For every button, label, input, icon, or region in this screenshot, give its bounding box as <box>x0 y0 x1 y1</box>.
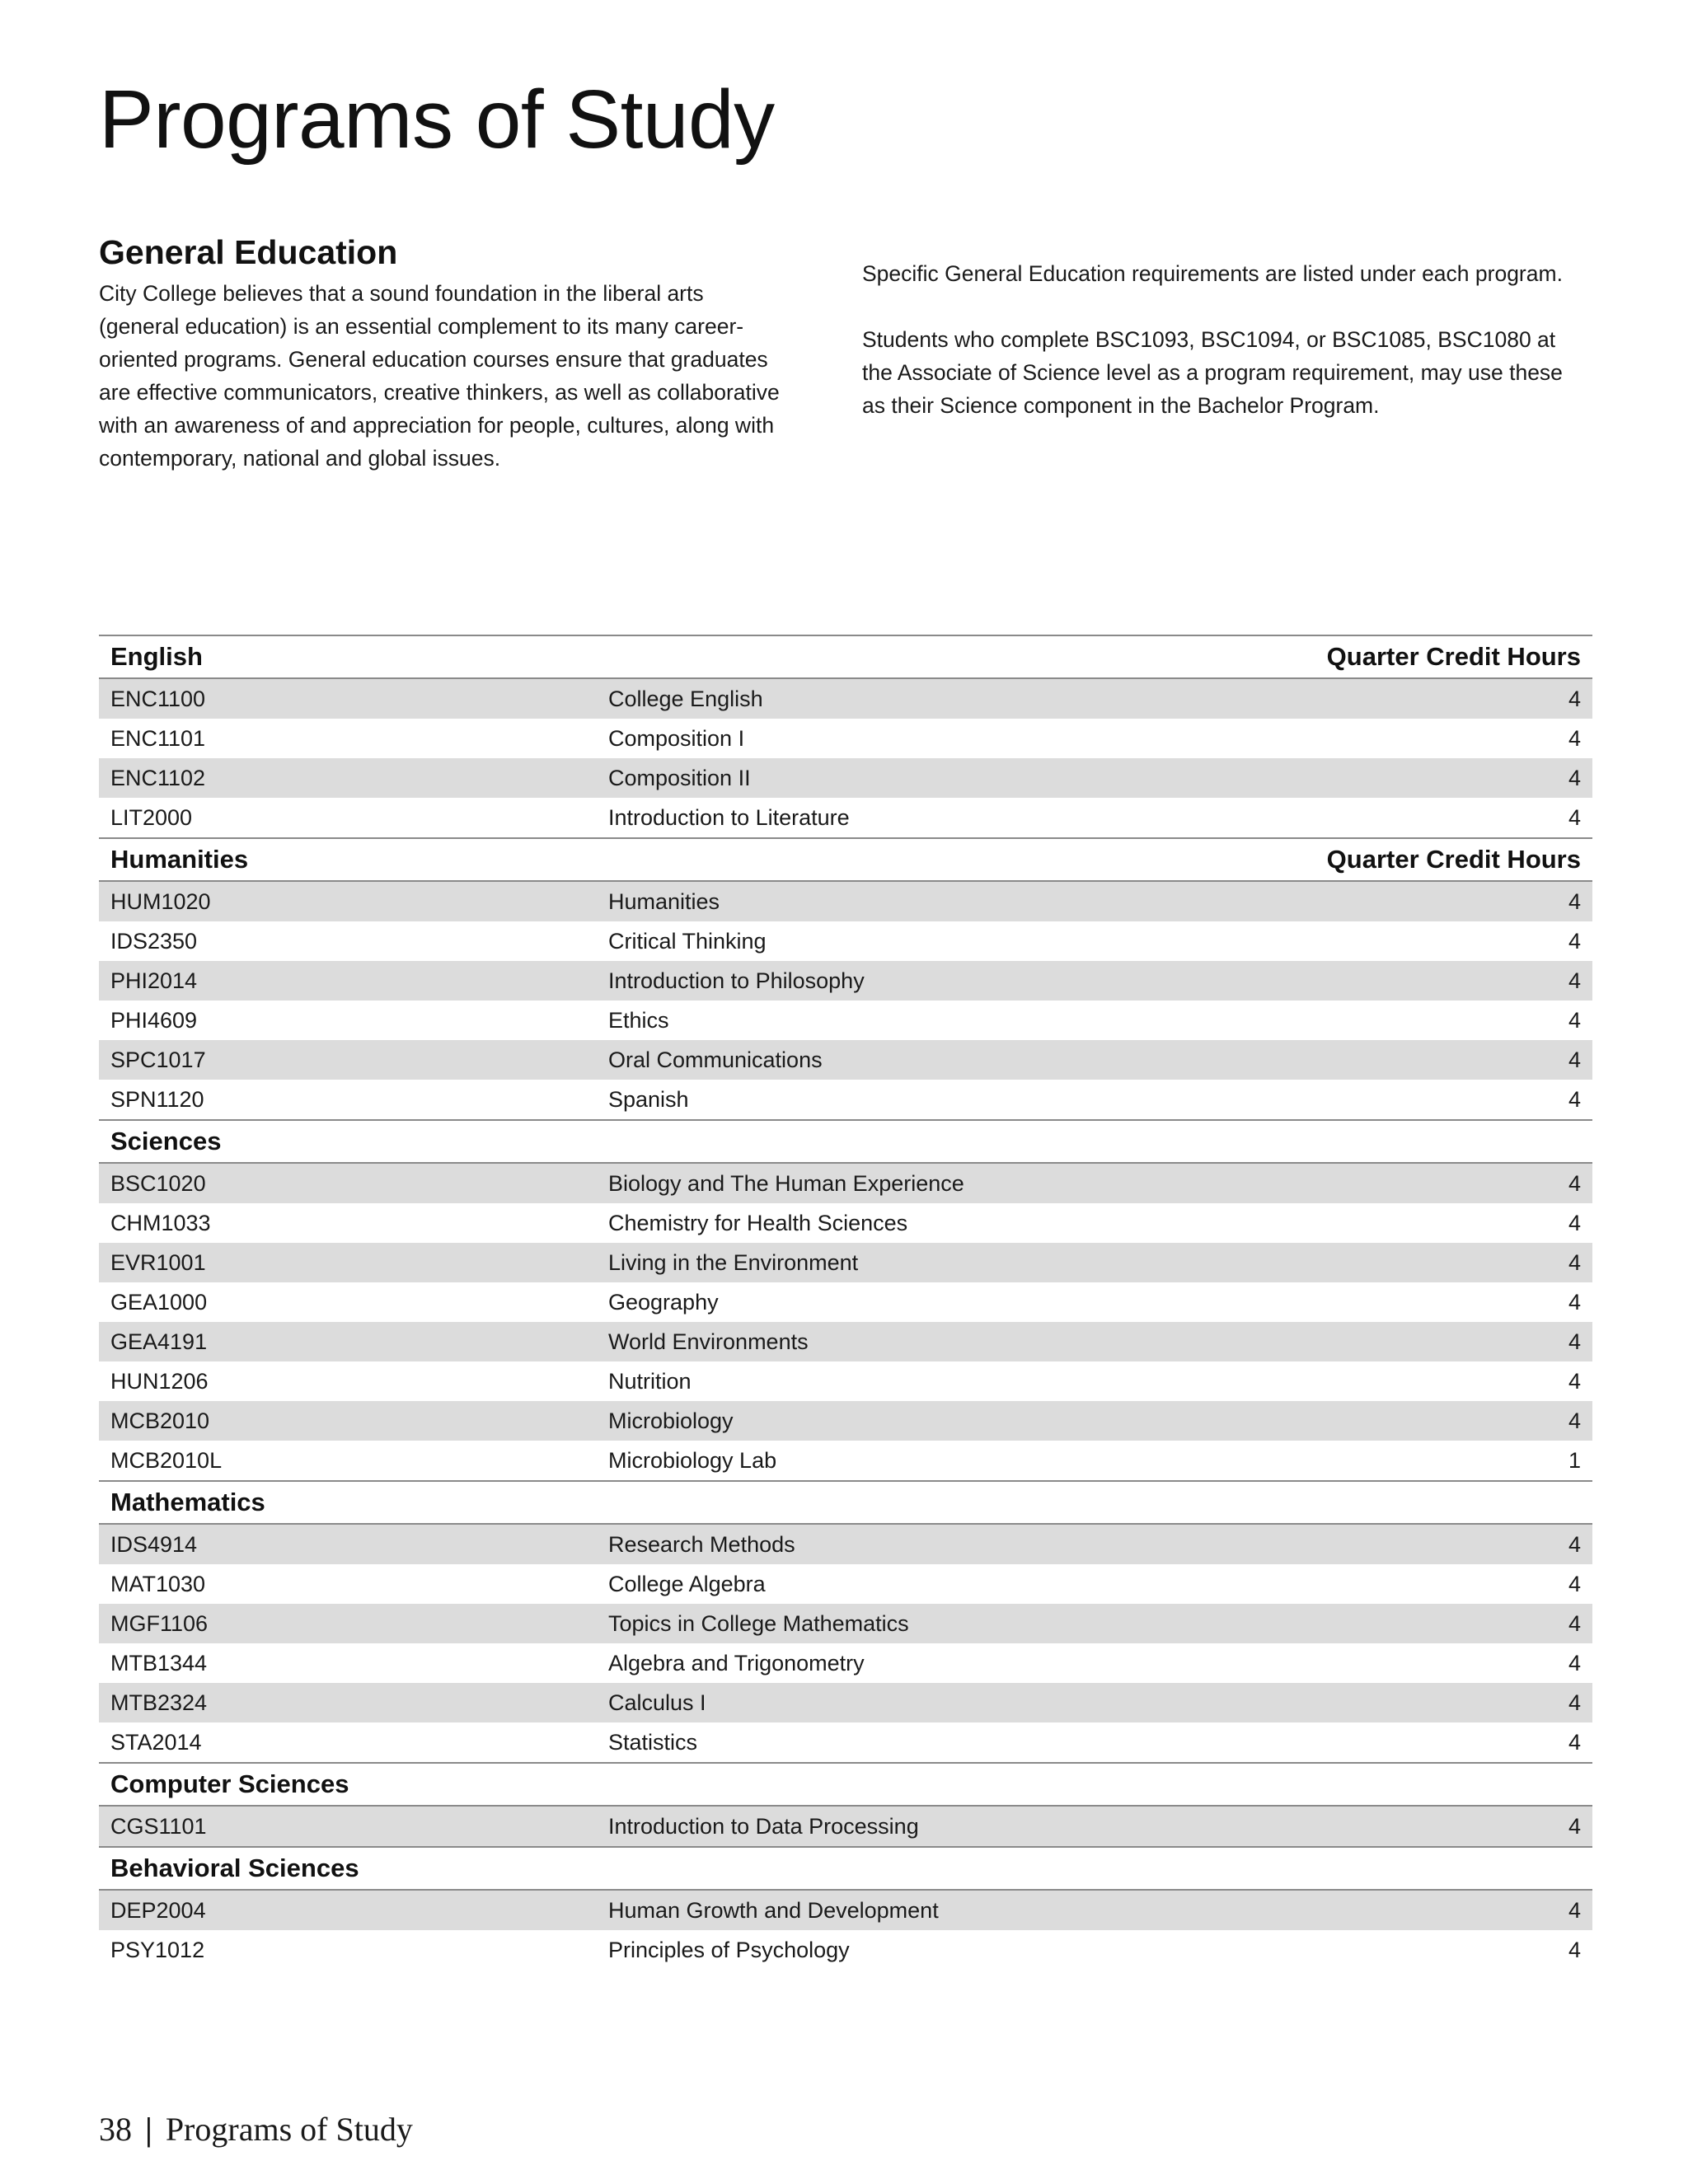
group-label: Computer Sciences <box>110 1769 349 1798</box>
course-title: Introduction to Literature <box>608 804 850 830</box>
course-title: Research Methods <box>608 1531 795 1557</box>
course-row <box>99 961 1592 1001</box>
course-row <box>99 1643 1592 1683</box>
credit-hours: 4 <box>1568 1729 1581 1755</box>
course-title: World Environments <box>608 1329 809 1354</box>
course-row <box>99 1040 1592 1080</box>
credit-hours: 4 <box>1568 928 1581 954</box>
course-code: ENC1100 <box>110 686 206 711</box>
credit-hours-header: Quarter Credit Hours <box>1326 845 1581 874</box>
credit-hours: 4 <box>1568 1368 1581 1394</box>
credit-hours: 4 <box>1568 1531 1581 1557</box>
course-code: MAT1030 <box>110 1571 206 1596</box>
course-code: MGF1106 <box>110 1610 209 1636</box>
course-row <box>99 1604 1592 1643</box>
course-row <box>99 1361 1592 1401</box>
group-header <box>99 1482 1592 1525</box>
group-label: Mathematics <box>110 1488 265 1516</box>
course-title: Living in the Environment <box>608 1249 859 1275</box>
course-code: MTB1344 <box>110 1650 208 1675</box>
page-title: Programs of Study <box>99 73 775 166</box>
course-code: PHI4609 <box>110 1007 198 1033</box>
credit-hours: 4 <box>1568 686 1581 711</box>
credit-hours: 4 <box>1568 1610 1581 1636</box>
course-row <box>99 1322 1592 1361</box>
course-title: Microbiology <box>608 1408 734 1433</box>
course-title: Human Growth and Development <box>608 1897 939 1923</box>
course-title: Ethics <box>608 1007 669 1033</box>
course-title: Statistics <box>608 1729 698 1755</box>
course-code: IDS2350 <box>110 928 198 954</box>
course-code: LIT2000 <box>110 804 193 830</box>
course-title: Introduction to Data Processing <box>608 1813 919 1839</box>
credit-hours: 4 <box>1568 1086 1581 1112</box>
course-title: Critical Thinking <box>608 928 767 954</box>
credit-hours: 4 <box>1568 1897 1581 1923</box>
credit-hours: 4 <box>1568 968 1581 993</box>
course-row <box>99 1683 1592 1722</box>
course-row <box>99 1441 1592 1482</box>
course-row <box>99 1401 1592 1441</box>
course-row <box>99 1080 1592 1121</box>
course-code: SPN1120 <box>110 1086 204 1112</box>
course-row <box>99 1203 1592 1243</box>
credit-hours: 4 <box>1568 1690 1581 1715</box>
course-code: MTB2324 <box>110 1690 208 1715</box>
course-title: Humanities <box>608 888 720 914</box>
credit-hours: 4 <box>1568 1408 1581 1433</box>
course-code: DEP2004 <box>110 1897 206 1923</box>
credit-hours: 4 <box>1568 1937 1581 1962</box>
course-table <box>99 635 1592 1970</box>
course-row <box>99 921 1592 961</box>
course-title: Composition I <box>608 725 745 751</box>
intro-paragraph: City College believes that a sound foundation in the liberal arts (general education) is an essential complement to its many career-oriented programs. General education courses ensure that graduates are effective communicators, creative thinkers, as well as collaborative with an awareness of and appreciation for people, cultures, along with contemporary, national and global issues. <box>99 281 780 471</box>
group-header <box>99 839 1592 882</box>
course-title: Chemistry for Health Sciences <box>608 1210 908 1235</box>
course-code: EVR1001 <box>110 1249 206 1275</box>
requirements-note: Specific General Education requirements are listed under each program. <box>862 261 1563 286</box>
group-header <box>99 1764 1592 1807</box>
course-code: HUN1206 <box>110 1368 209 1394</box>
group-label: Sciences <box>110 1127 222 1155</box>
course-title: Topics in College Mathematics <box>608 1610 909 1636</box>
course-title: Nutrition <box>608 1368 692 1394</box>
course-code: BSC1020 <box>110 1170 206 1196</box>
course-row <box>99 758 1592 798</box>
course-title: Biology and The Human Experience <box>608 1170 964 1196</box>
course-code: STA2014 <box>110 1729 202 1755</box>
course-code: HUM1020 <box>110 888 211 914</box>
course-row <box>99 1282 1592 1322</box>
course-row <box>99 1243 1592 1282</box>
course-code: PSY1012 <box>110 1937 205 1962</box>
course-title: Algebra and Trigonometry <box>608 1650 865 1675</box>
credit-hours: 4 <box>1568 725 1581 751</box>
course-code: GEA1000 <box>110 1289 208 1315</box>
credit-hours: 4 <box>1568 765 1581 790</box>
credit-hours: 4 <box>1568 1571 1581 1596</box>
credit-hours-header: Quarter Credit Hours <box>1326 642 1581 671</box>
course-code: MCB2010L <box>110 1447 223 1473</box>
course-code: IDS4914 <box>110 1531 198 1557</box>
course-row <box>99 679 1592 719</box>
course-title: College Algebra <box>608 1571 766 1596</box>
credit-hours: 4 <box>1568 888 1581 914</box>
credit-hours: 4 <box>1568 1170 1581 1196</box>
page-footer <box>99 2110 413 2149</box>
group-header <box>99 1121 1592 1164</box>
credit-hours: 4 <box>1568 804 1581 830</box>
credit-hours: 4 <box>1568 1210 1581 1235</box>
course-title: Introduction to Philosophy <box>608 968 865 993</box>
course-row <box>99 1722 1592 1764</box>
course-row <box>99 798 1592 839</box>
course-code: ENC1101 <box>110 725 206 751</box>
course-code: MCB2010 <box>110 1408 210 1433</box>
credit-hours: 4 <box>1568 1007 1581 1033</box>
credit-hours: 4 <box>1568 1813 1581 1839</box>
footer-section: Programs of Study <box>165 2111 413 2148</box>
course-title: Microbiology Lab <box>608 1447 777 1473</box>
course-row <box>99 1001 1592 1040</box>
course-code: SPC1017 <box>110 1047 206 1072</box>
group-header <box>99 1848 1592 1891</box>
intro-left-column <box>99 229 783 475</box>
credit-hours: 4 <box>1568 1289 1581 1315</box>
course-title: Oral Communications <box>608 1047 823 1072</box>
science-component-note: Students who complete BSC1093, BSC1094, or BSC1085, BSC1080 at the Associate of Science level as a program requirement, may use these as their Science component in the Bachelor Program. <box>862 327 1563 418</box>
course-row <box>99 1807 1592 1848</box>
credit-hours: 4 <box>1568 1249 1581 1275</box>
course-row <box>99 1525 1592 1564</box>
course-row <box>99 1930 1592 1970</box>
intro-right-column <box>862 257 1587 422</box>
credit-hours: 4 <box>1568 1047 1581 1072</box>
credit-hours: 4 <box>1568 1329 1581 1354</box>
course-code: PHI2014 <box>110 968 198 993</box>
group-label: English <box>110 642 203 671</box>
course-code: GEA4191 <box>110 1329 208 1354</box>
footer-separator: | <box>145 2111 152 2148</box>
course-row <box>99 1564 1592 1604</box>
course-title: Calculus I <box>608 1690 706 1715</box>
page-number: 38 <box>99 2111 132 2148</box>
course-title: Geography <box>608 1289 719 1315</box>
course-title: Spanish <box>608 1086 689 1112</box>
course-title: Composition II <box>608 765 751 790</box>
course-row <box>99 882 1592 921</box>
course-code: CGS1101 <box>110 1813 207 1839</box>
course-code: ENC1102 <box>110 765 206 790</box>
course-title: Principles of Psychology <box>608 1937 850 1962</box>
group-label: Humanities <box>110 845 249 874</box>
group-label: Behavioral Sciences <box>110 1854 359 1882</box>
course-row <box>99 1891 1592 1930</box>
group-header <box>99 636 1592 679</box>
credit-hours: 4 <box>1568 1650 1581 1675</box>
course-row <box>99 1164 1592 1203</box>
credit-hours: 1 <box>1568 1447 1581 1473</box>
section-heading: General Education <box>99 233 398 271</box>
course-code: CHM1033 <box>110 1210 211 1235</box>
course-title: College English <box>608 686 763 711</box>
course-row <box>99 719 1592 758</box>
